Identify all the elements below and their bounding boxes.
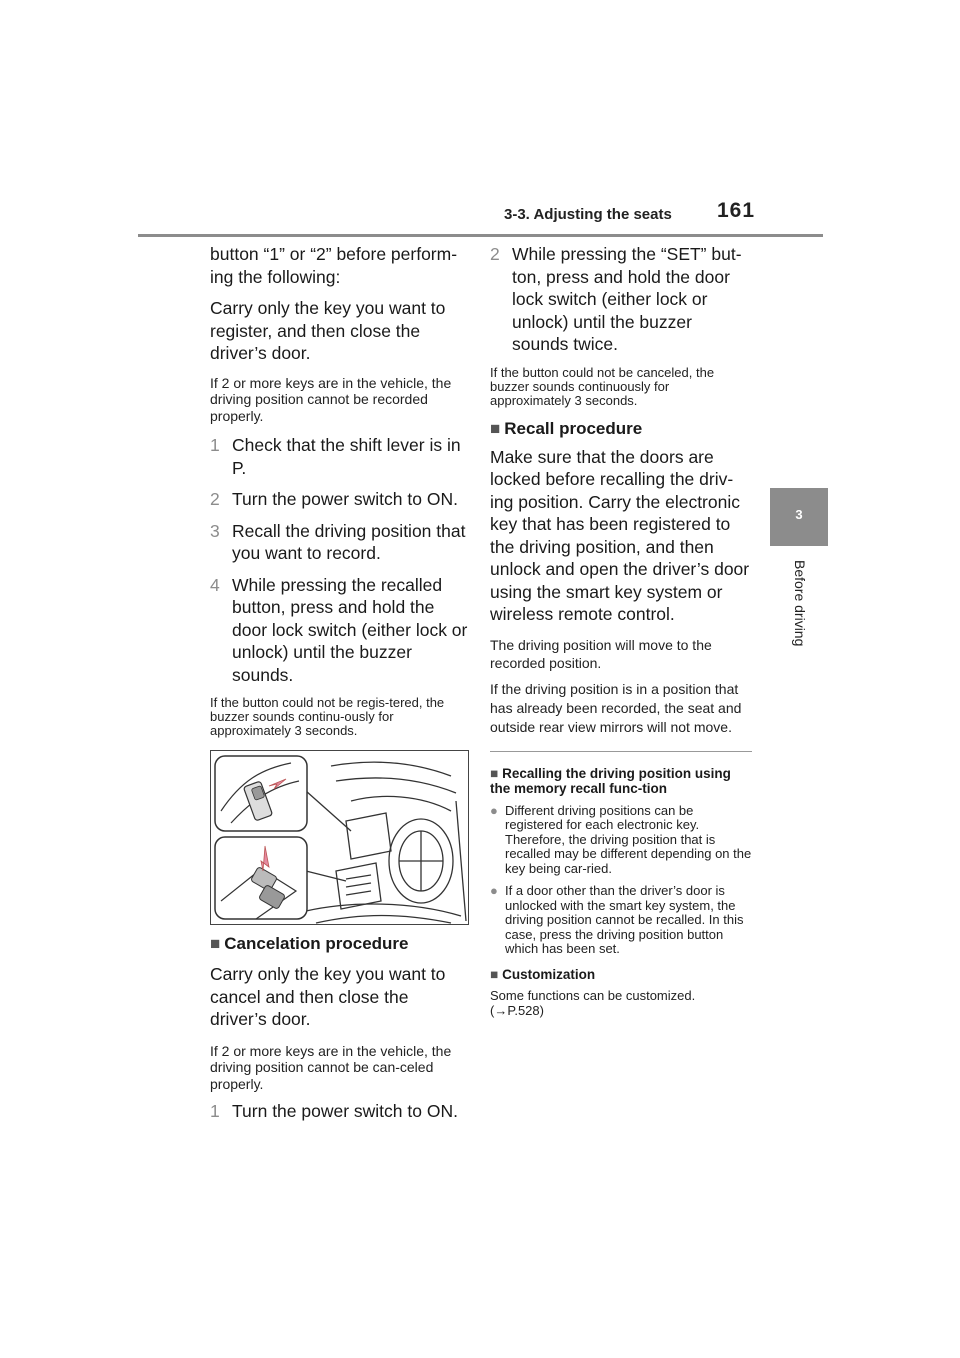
section-divider <box>490 751 752 752</box>
step-list <box>210 434 468 686</box>
recall-intro: Make sure that the doors are locked before recalling the driv-ing position. Carry the electronic key that has been registered to the driving position, and then unlock and open the driver’s door using the smart key system or wireless remote control. <box>490 446 750 624</box>
step-number: 4 <box>210 574 220 595</box>
heading-text: Customization <box>502 966 596 982</box>
header-rule <box>138 234 823 237</box>
section-title: 3-3. Adjusting the seats <box>504 206 672 223</box>
step-number: 1 <box>210 1101 220 1121</box>
page-header <box>0 0 960 240</box>
cancel-intro: Carry only the key you want to cancel and then close the driver’s door. <box>210 964 446 1029</box>
recall-note: The driving position will move to the recorded position. <box>490 636 712 671</box>
bullet-text: If a door other than the driver’s door is unlocked with the smart key system, the driving position cannot be recalled. In this case, press the driving position button which has been set. <box>505 883 744 956</box>
step-text: Check that the shift lever is in P. <box>232 435 461 478</box>
heading-text: Recalling the driving position using the memory recall func-tion <box>490 765 731 796</box>
heading-marker: ■ <box>490 765 499 781</box>
bullet-item <box>490 804 752 877</box>
chapter-number: 3 <box>795 507 803 522</box>
step-item <box>210 488 468 511</box>
door-switch-illustration <box>211 751 468 924</box>
bullet-icon: ● <box>490 802 498 818</box>
step-number: 2 <box>490 244 500 264</box>
heading-marker: ■ <box>490 418 501 438</box>
customization-text: Some functions can be customized. (→P.528) <box>490 987 696 1018</box>
intro-text-2: Carry only the key you want to register, and then close the driver’s door. <box>210 298 446 363</box>
step-item <box>490 243 752 356</box>
page-number: 161 <box>717 199 756 222</box>
customization-body: Some functions can be customized. <box>490 987 696 1003</box>
step-text: Turn the power switch to ON. <box>232 489 458 509</box>
illustration <box>210 750 469 925</box>
recall-note: If the driving position is in a position that has already been recorded, the seat and outside rear view mirrors will not move. <box>490 680 742 735</box>
chapter-tab[interactable] <box>770 488 828 546</box>
page-reference-link[interactable]: P.528 <box>507 1002 540 1018</box>
step-item <box>210 520 468 565</box>
bullet-item <box>490 884 752 957</box>
cancel-note: If 2 or more keys are in the vehicle, the driving position cannot be can-celed properly. <box>210 1042 452 1092</box>
bullet-icon: ● <box>490 883 498 898</box>
step-number: 3 <box>210 520 220 541</box>
step-number: 2 <box>210 489 220 509</box>
step-text: Recall the driving position that you want to record. <box>232 520 466 563</box>
step-text: Turn the power switch to ON. <box>232 1101 458 1121</box>
note-text: If 2 or more keys are in the vehicle, the driving position cannot be recorded properly. <box>210 374 452 424</box>
arrow-right-icon: → <box>494 1002 508 1018</box>
step-text: While pressing the “SET” but-ton, press and hold the door lock switch (either lock or unlock) until the buzzer sounds twice. <box>512 244 742 354</box>
intro-text: button “1” or “2” before perform-ing the following: <box>210 244 458 287</box>
customization-heading <box>490 967 752 982</box>
step-number: 1 <box>210 435 220 455</box>
left-column <box>210 240 468 1123</box>
step-item <box>210 434 468 479</box>
heading-marker: ■ <box>210 934 221 953</box>
step-item <box>210 574 468 687</box>
heading-marker: ■ <box>490 966 499 982</box>
chapter-label: Before driving <box>792 560 808 647</box>
note-text: If the button could not be canceled, the buzzer sounds continuously for approximately 3 seconds. <box>490 364 715 408</box>
heading-text: Cancelation procedure <box>224 934 409 953</box>
heading-text: Recall procedure <box>504 418 643 438</box>
note-text: If the button could not be regis-tered, the buzzer sounds continu-ously for approximately 3 seconds. <box>210 695 445 738</box>
recall-heading <box>490 418 752 440</box>
step-text: While pressing the recalled button, press and hold the door lock switch (either lock or unlock) until the buzzer sounds. <box>232 574 468 685</box>
memory-heading <box>490 766 752 796</box>
cancel-heading <box>210 933 468 955</box>
bullet-text: Different driving positions can be registered for each electronic key. Therefore, the driving position that is recalled may be different depending on the key being car-ried. <box>505 802 752 876</box>
right-column <box>490 240 752 1018</box>
step-item <box>210 1100 468 1123</box>
